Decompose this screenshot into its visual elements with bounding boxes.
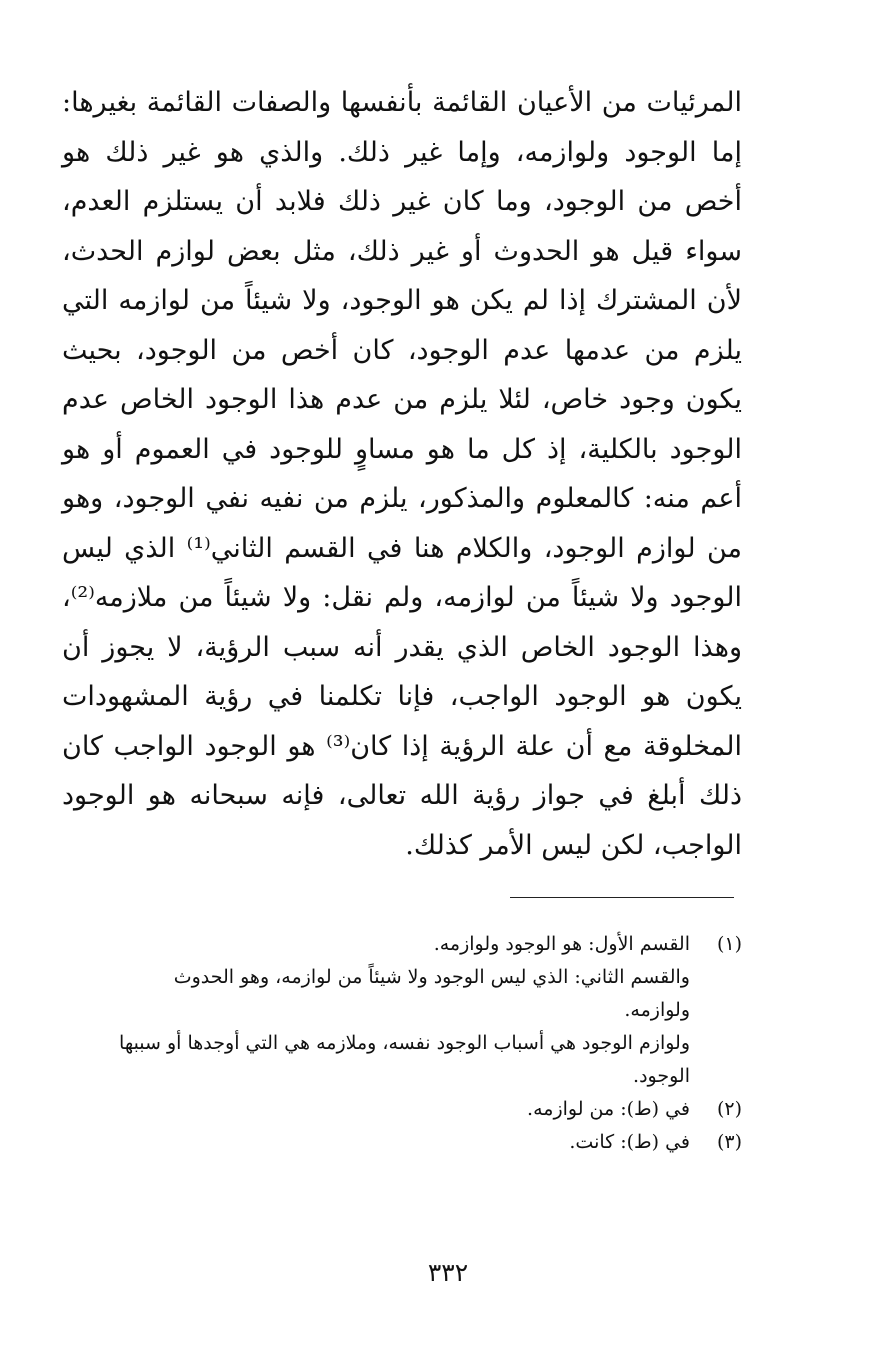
main-text-body — [62, 78, 742, 870]
text-line: يلزم من عدمها عدم الوجود، كان أخص من الوجود، بحيث — [62, 334, 742, 366]
footnote-1 — [62, 928, 742, 961]
footnote-line: ولوازمه. — [624, 999, 690, 1021]
footnote-text: في (ط): من لوازمه. — [527, 1098, 690, 1120]
text-line: المخلوقة مع أن علة الرؤية إذا كان⁽³⁾ هو الوجود الواجب كان — [62, 730, 743, 762]
footnote-line: القسم الأول: هو الوجود ولوازمه. — [433, 933, 690, 955]
text-line: يكون هو الوجود الواجب، فإنا تكلمنا في رؤية المشهودات — [62, 681, 742, 712]
text-line: يكون وجود خاص، لئلا يلزم من عدم هذا الوجود الخاص عدم — [62, 384, 742, 415]
text-line: سواء قيل هو الحدوث أو غير ذلك، مثل بعض لوازم الحدث، — [62, 235, 742, 267]
text-line: إما الوجود ولوازمه، وإما غير ذلك. والذي هو غير ذلك هو — [62, 136, 742, 168]
text-line: من لوازم الوجود، والكلام هنا في القسم الثاني⁽¹⁾ الذي ليس — [62, 532, 742, 564]
footnotes-section — [62, 928, 742, 1159]
page-number: ٣٣٢ — [427, 1258, 469, 1287]
text-line: المرئيات من الأعيان القائمة بأنفسها والصفات القائمة بغيرها: — [62, 87, 742, 118]
text-line: الوجود بالكلية، إذ كل ما هو مساوٍ للوجود في العموم أو هو — [62, 433, 742, 465]
text-line: وهذا الوجود الخاص الذي يقدر أنه سبب الرؤية، لا يجوز أن — [62, 631, 742, 663]
footnote-number: (٢) — [716, 1098, 742, 1120]
footnote-separator — [510, 897, 734, 898]
footnote-2 — [62, 1093, 742, 1126]
text-line: الوجود ولا شيئاً من لوازمه، ولم نقل: ولا شيئاً من ملازمه⁽²⁾، — [62, 582, 742, 613]
text-line: لأن المشترك إذا لم يكن هو الوجود، ولا شيئاً من لوازمه التي — [62, 285, 742, 316]
footnote-1-continuation — [62, 961, 742, 1093]
text-line: الواجب، لكن ليس الأمر كذلك. — [405, 829, 742, 861]
footnote-text — [62, 928, 690, 961]
footnote-line: ولوازم الوجود هي أسباب الوجود نفسه، وملازمه هي التي أوجدها أو سببها — [119, 1032, 690, 1054]
footnote-text: في (ط): كانت. — [569, 1131, 690, 1153]
text-line: أعم منه: كالمعلوم والمذكور، يلزم من نفيه نفي الوجود، وهو — [62, 483, 742, 514]
footnote-number: (١) — [716, 933, 742, 955]
text-line: ذلك أبلغ في جواز رؤية الله تعالى، فإنه سبحانه هو الوجود — [62, 780, 742, 811]
footnote-number: (٣) — [716, 1131, 742, 1153]
footnote-3 — [62, 1126, 742, 1159]
text-line: أخص من الوجود، وما كان غير ذلك فلابد أن يستلزم العدم، — [62, 186, 742, 217]
footnote-line: والقسم الثاني: الذي ليس الوجود ولا شيئاً من لوازمه، وهو الحدوث — [173, 966, 690, 988]
footnote-line: الوجود. — [633, 1065, 690, 1087]
